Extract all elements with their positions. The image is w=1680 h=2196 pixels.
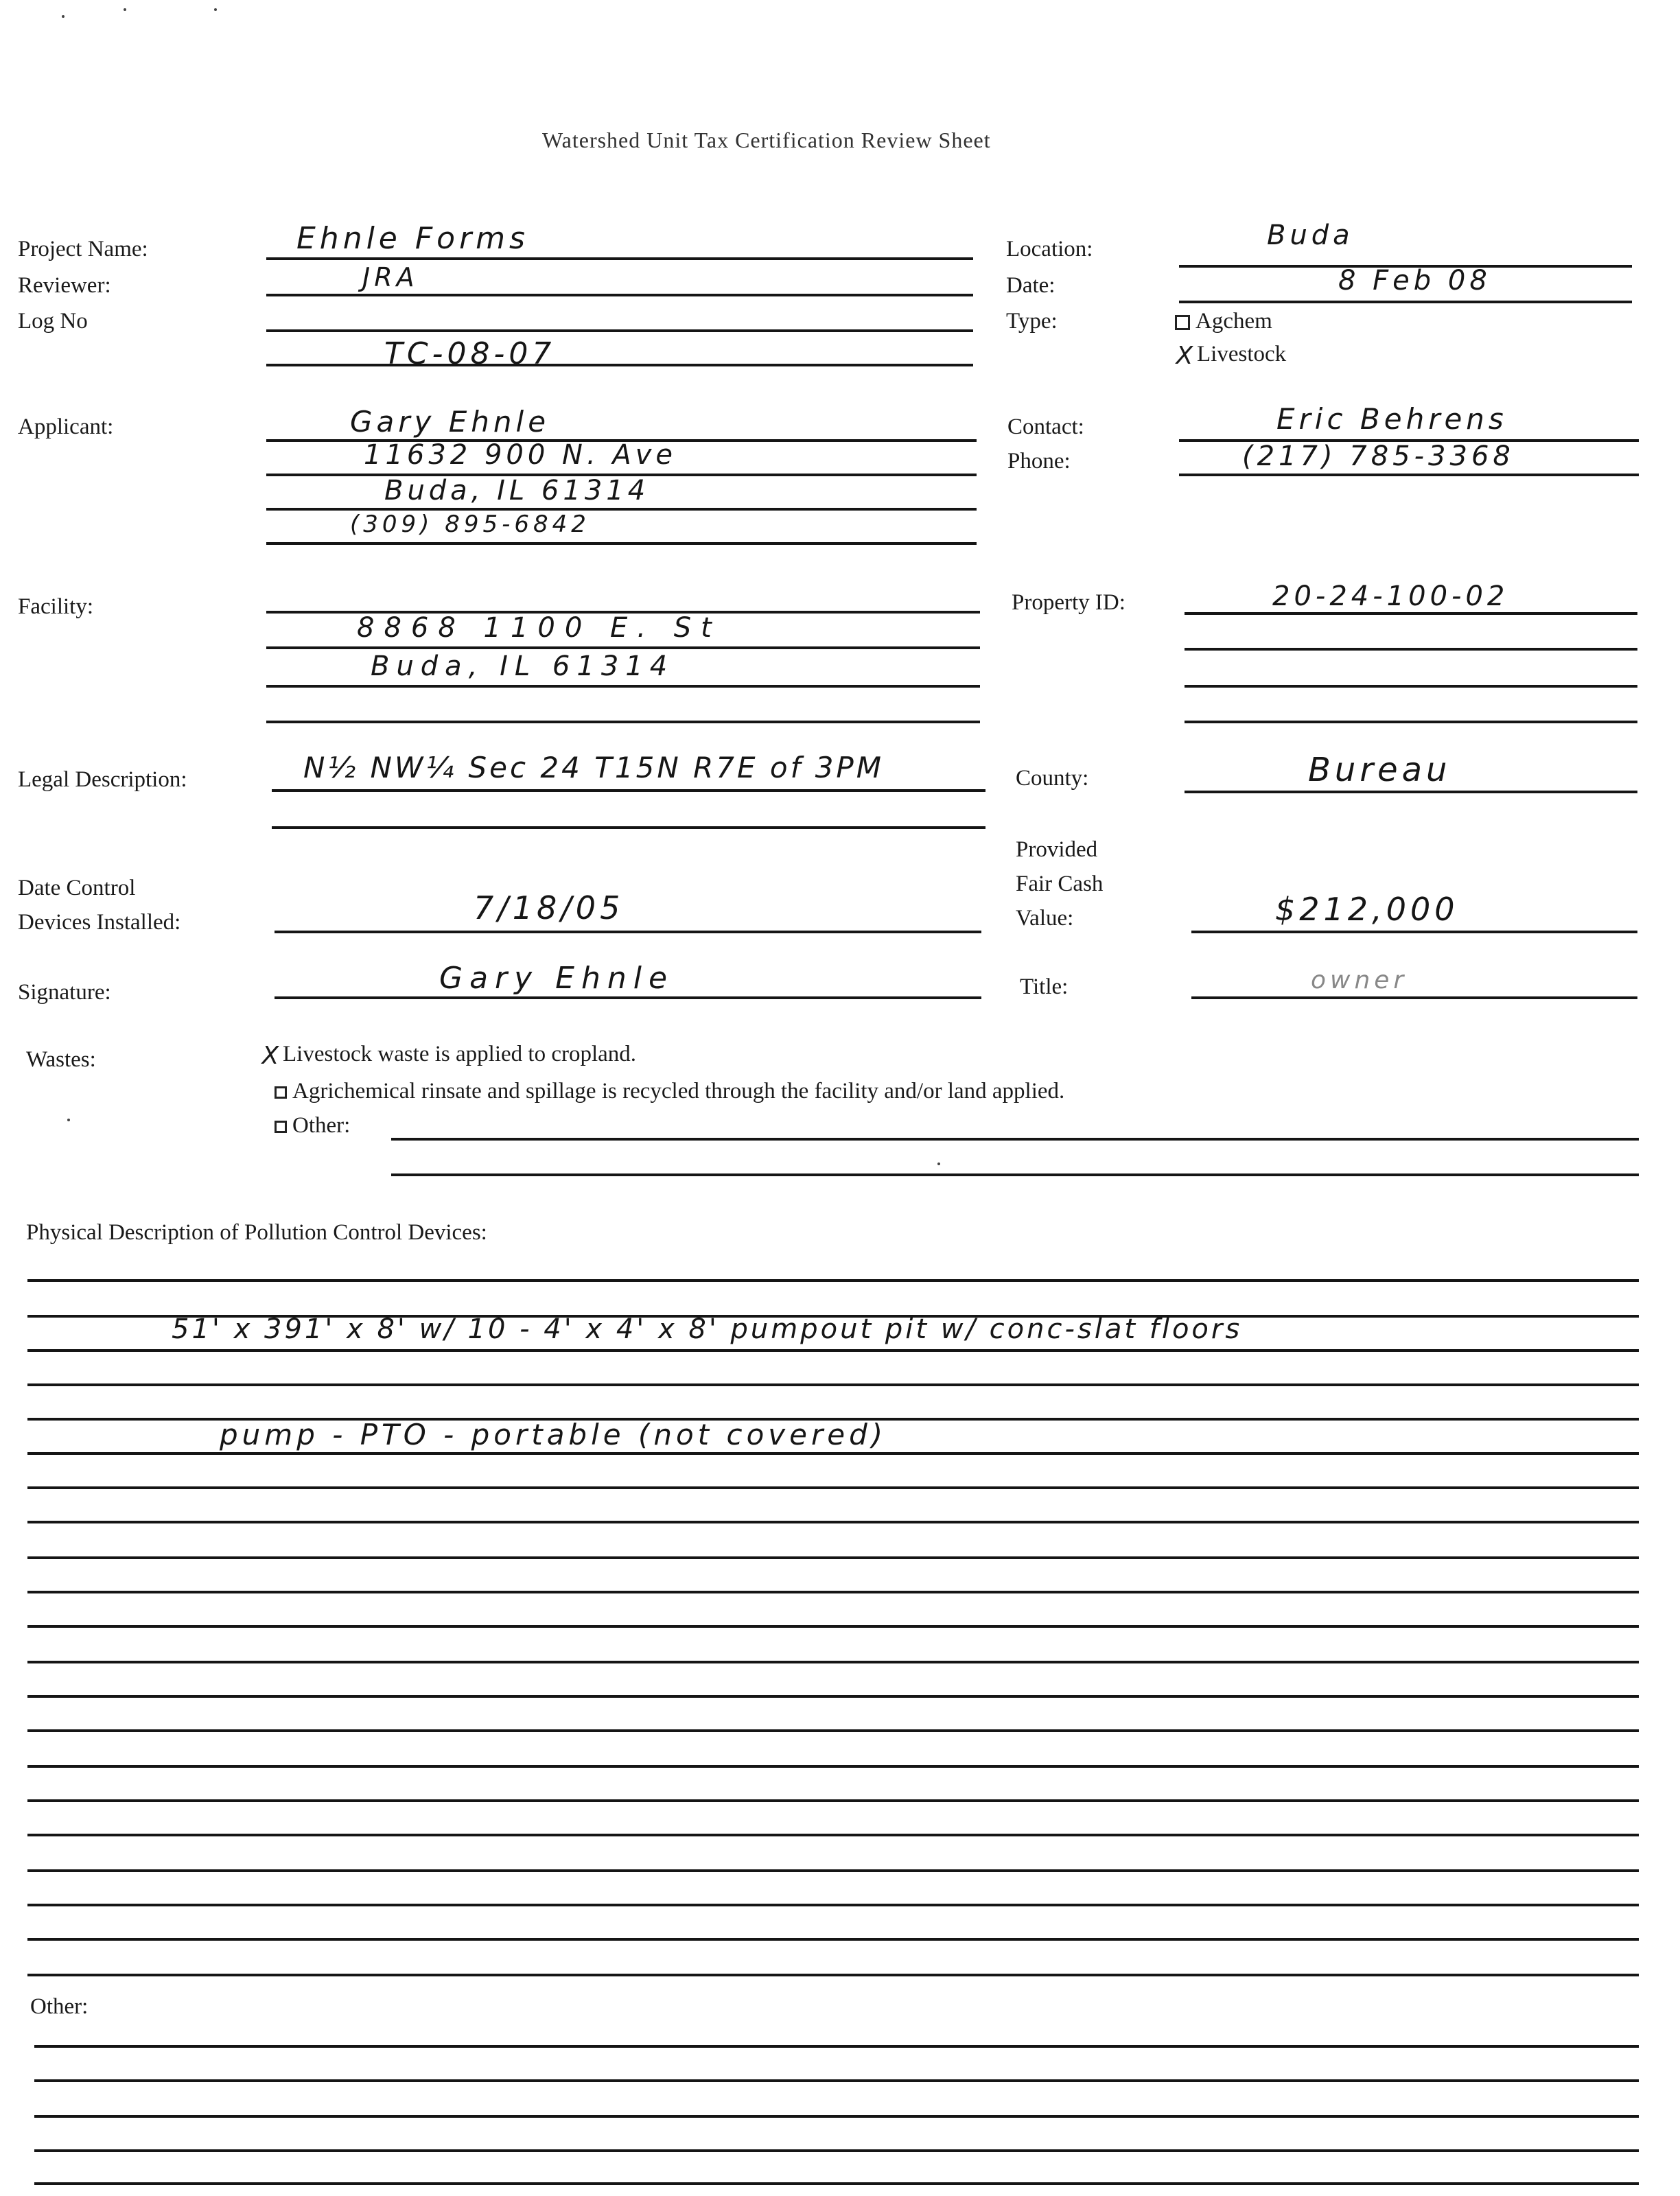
other-line-5 <box>34 2182 1639 2185</box>
wastes-label: Wastes: <box>26 1047 96 1072</box>
signature-value: Gary Ehnle <box>439 961 675 996</box>
pd-line-20 <box>27 1974 1639 1976</box>
pd-line-13 <box>27 1729 1639 1732</box>
reviewer-line <box>266 294 973 296</box>
applicant-line-c <box>266 508 977 511</box>
agrichemical-checkbox[interactable] <box>275 1086 287 1099</box>
fair-cash-value: $212,000 <box>1275 891 1459 928</box>
applicant-line-d <box>266 542 977 545</box>
applicant-label: Applicant: <box>18 414 114 439</box>
physical-description-line-2: pump - PTO - portable (not covered) <box>220 1418 887 1451</box>
log-no-label: Log No <box>18 309 88 334</box>
reviewer-label: Reviewer: <box>18 273 111 298</box>
waste-option-livestock[interactable] <box>261 1042 636 1070</box>
property-id-line-b <box>1185 648 1637 651</box>
pd-line-8 <box>27 1556 1639 1559</box>
other-line-2 <box>34 2079 1639 2082</box>
livestock-waste-checkbox-checked[interactable]: X <box>261 1042 279 1070</box>
pd-line-17 <box>27 1869 1639 1872</box>
other-line-1 <box>34 2045 1639 2048</box>
fair-cash-label-1: Provided <box>1016 837 1098 862</box>
pd-line-3 <box>27 1383 1639 1386</box>
project-name-line <box>266 257 973 260</box>
date-value: 8 Feb 08 <box>1338 265 1491 296</box>
waste-option-agrichemical[interactable] <box>275 1079 1064 1104</box>
date-control-label-2: Devices Installed: <box>18 910 181 935</box>
pd-line-11 <box>27 1661 1639 1663</box>
other-waste-checkbox[interactable] <box>275 1121 287 1133</box>
property-id-value: 20-24-100-02 <box>1272 581 1509 612</box>
location-value: Buda <box>1267 220 1354 251</box>
legal-description-line-a <box>272 789 985 792</box>
other-waste-line-1 <box>391 1138 1639 1141</box>
livestock-waste-label: Livestock waste is applied to cropland. <box>283 1042 637 1067</box>
livestock-checkbox-checked[interactable]: X <box>1176 342 1193 370</box>
date-control-label-1: Date Control <box>18 876 136 900</box>
log-no-line-1 <box>266 329 973 332</box>
legal-description-label: Legal Description: <box>18 767 187 792</box>
scan-speck <box>62 15 65 18</box>
agchem-label: Agchem <box>1195 309 1272 334</box>
title-line <box>1191 996 1637 999</box>
pd-line-16 <box>27 1834 1639 1836</box>
physical-description-label: Physical Description of Pollution Control Devices: <box>26 1220 487 1245</box>
pd-line-9 <box>27 1591 1639 1593</box>
property-id-line-a <box>1185 612 1637 615</box>
applicant-line-3: Buda, IL 61314 <box>384 475 650 506</box>
phone-value: (217) 785-3368 <box>1242 441 1515 472</box>
legal-description-value: N½ NW¼ Sec 24 T15N R7E of 3PM <box>303 751 884 784</box>
pd-line-6 <box>27 1486 1639 1489</box>
applicant-line-b <box>266 474 977 476</box>
fair-cash-label-3: Value: <box>1016 906 1074 931</box>
facility-line-1: 8868 1100 E. St <box>357 612 721 644</box>
pd-line-18 <box>27 1904 1639 1906</box>
applicant-line-a <box>266 439 977 442</box>
scan-speck <box>124 8 126 11</box>
type-option-agchem[interactable] <box>1175 309 1272 334</box>
date-installed-value: 7/18/05 <box>474 889 625 926</box>
county-label: County: <box>1016 766 1089 791</box>
pd-line-7 <box>27 1521 1639 1523</box>
location-label: Location: <box>1006 237 1093 261</box>
phone-label: Phone: <box>1007 449 1071 474</box>
applicant-line-1: Gary Ehnle <box>350 405 550 439</box>
type-label: Type: <box>1006 309 1058 334</box>
pd-line-5 <box>27 1452 1639 1455</box>
facility-line-2: Buda, IL 61314 <box>371 651 675 682</box>
contact-value: Eric Behrens <box>1276 402 1508 436</box>
facility-line-b <box>266 646 980 649</box>
pd-line-15 <box>27 1799 1639 1802</box>
project-name-label: Project Name: <box>18 237 148 261</box>
agrichemical-label: Agrichemical rinsate and spillage is recycled through the facility and/or land applied. <box>292 1079 1065 1103</box>
fair-cash-label-2: Fair Cash <box>1016 872 1104 896</box>
date-line <box>1179 301 1632 303</box>
property-id-label: Property ID: <box>1012 590 1125 615</box>
county-value: Bureau <box>1308 751 1451 789</box>
project-name-value: Ehnle Forms <box>296 221 529 256</box>
signature-label: Signature: <box>18 980 111 1005</box>
physical-description-line-1: 51' x 391' x 8' w/ 10 - 4' x 4' x 8' pumpout pit w/ conc-slat floors <box>172 1313 1243 1345</box>
other-line-3 <box>34 2115 1639 2118</box>
date-label: Date: <box>1006 273 1055 298</box>
agchem-checkbox[interactable] <box>1175 315 1190 330</box>
facility-line-c <box>266 685 980 688</box>
scan-speck <box>67 1119 70 1121</box>
other-line-4 <box>34 2149 1639 2152</box>
log-no-value: TC-08-07 <box>384 336 556 371</box>
legal-description-line-b <box>272 826 985 829</box>
scan-speck <box>214 8 217 11</box>
pd-line-0 <box>27 1279 1639 1282</box>
page-title: Watershed Unit Tax Certification Review Sheet <box>542 128 991 152</box>
other-waste-line-2 <box>391 1173 1639 1176</box>
property-id-line-d <box>1185 721 1637 723</box>
title-label: Title: <box>1020 974 1069 999</box>
phone-line <box>1179 474 1639 476</box>
type-option-livestock[interactable] <box>1175 342 1286 370</box>
pd-line-19 <box>27 1938 1639 1941</box>
signature-line <box>275 996 981 999</box>
applicant-line-2: 11632 900 N. Ave <box>364 439 677 471</box>
waste-option-other[interactable] <box>275 1113 350 1138</box>
reviewer-value: JRA <box>362 262 419 292</box>
date-installed-line <box>275 931 981 933</box>
title-value: owner <box>1311 966 1408 994</box>
fair-cash-line <box>1191 931 1637 933</box>
log-no-line-2 <box>266 364 973 366</box>
applicant-line-4: (309) 895-6842 <box>350 511 590 538</box>
pd-line-12 <box>27 1695 1639 1698</box>
pd-line-10 <box>27 1625 1639 1628</box>
contact-label: Contact: <box>1007 414 1084 439</box>
county-line <box>1185 791 1637 793</box>
property-id-line-c <box>1185 685 1637 688</box>
other-label: Other: <box>30 1994 89 2019</box>
pd-line-2 <box>27 1349 1639 1352</box>
facility-label: Facility: <box>18 594 93 619</box>
other-waste-label: Other: <box>292 1113 351 1138</box>
facility-line-d <box>266 721 980 723</box>
pd-line-14 <box>27 1765 1639 1768</box>
scan-speck <box>937 1163 940 1165</box>
livestock-label: Livestock <box>1197 342 1287 367</box>
